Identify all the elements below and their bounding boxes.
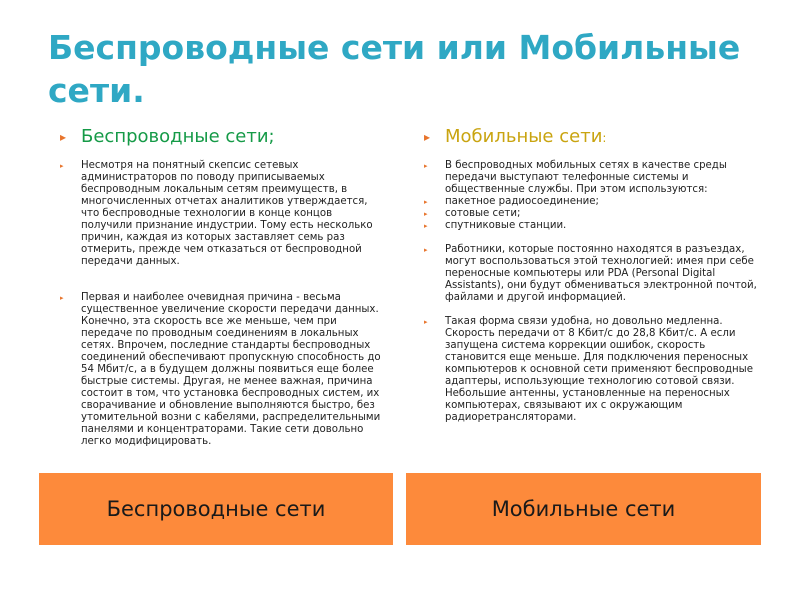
triangle-bullet-icon: ▸ (424, 130, 431, 144)
list-item (424, 208, 760, 220)
left-body (60, 160, 382, 448)
list-item (424, 160, 760, 196)
left-heading: Беспроводные сети; (81, 126, 275, 147)
right-heading-colon: : (602, 131, 607, 145)
small-triangle-bullet-icon: ▸ (424, 198, 428, 206)
left-paragraph-2: Первая и наиболее очевидная причина - весьма существенное увеличение скорости передачи данных. Конечно, эта скорость все же меньше, чем при передаче по проводным соединениям в локальных сетях. Впрочем, последние стандарты беспроводных соединений обеспечивают пропускную способность до 54 Мбит/с, а в будущем должны появиться еще более быстрые системы. Другая, не менее важная, причина состоит в том, что установка беспроводных систем, их сворачивание и обновление выполняются быстро, без утомительной возни с кабелями, распределительными панелями и концентраторами. Такие сети довольно легко модифицировать. (81, 292, 381, 447)
small-triangle-bullet-icon: ▸ (424, 222, 428, 230)
list-item (424, 316, 760, 424)
right-item-satellite: спутниковые станции. (445, 220, 567, 231)
wireless-networks-button[interactable]: Беспроводные сети (39, 473, 393, 545)
small-triangle-bullet-icon: ▸ (424, 162, 428, 170)
right-heading-row (424, 126, 760, 152)
triangle-bullet-icon: ▸ (60, 130, 67, 144)
list-item (424, 196, 760, 208)
small-triangle-bullet-icon: ▸ (424, 318, 428, 326)
right-item-cellular: сотовые сети; (445, 208, 521, 219)
small-triangle-bullet-icon: ▸ (424, 246, 428, 254)
small-triangle-bullet-icon: ▸ (424, 210, 428, 218)
left-paragraph-1: Несмотря на понятный скепсис сетевых администраторов по поводу приписываемых беспроводным локальным сетям преимуществ, в многочисленных отчетах аналитиков утверждается, что беспроводные технологии в конце концов получили признание индустрии. Тому есть несколько причин, каждая из которых заставляет семь раз отмерить, прежде чем отказаться от беспроводной передачи данных. (81, 160, 373, 267)
right-paragraph-1: В беспроводных мобильных сетях в качестве среды передачи выступают телефонные системы и общественные службы. При этом используются: (445, 160, 727, 195)
left-heading-row (60, 126, 382, 152)
right-paragraph-3: Такая форма связи удобна, но довольно медленна. Скорость передачи от 8 Кбит/с до 28,8 Кбит/с. А если запущена система коррекции ошибок, скорость становится еще меньше. Для подключения переносных компьютеров к основной сети применяют беспроводные адаптеры, использующие технологию сотовой связи. Небольшие антенны, установленные на переносных компьютерах, связывают их с окружающим радиоретрансляторами. (445, 316, 753, 423)
small-triangle-bullet-icon: ▸ (60, 294, 64, 302)
right-item-packet-radio: пакетное радиосоединение; (445, 196, 599, 207)
left-column (60, 126, 382, 448)
mobile-networks-button[interactable]: Мобильные сети (406, 473, 761, 545)
slide-title: Беспроводные сети или Мобильные сети. (48, 28, 741, 110)
small-triangle-bullet-icon: ▸ (60, 162, 64, 170)
right-column (424, 126, 760, 424)
right-paragraph-2: Работники, которые постоянно находятся в разъездах, могут воспользоваться этой технологией: имея при себе переносные компьютеры или PDA (Personal Digital Assistants), они будут обмениваться электронной почтой, файлами и другой информацией. (445, 244, 757, 303)
right-heading: Мобильные сети (445, 126, 603, 147)
list-item (424, 220, 760, 232)
list-item (60, 292, 382, 448)
right-body (424, 160, 760, 424)
list-item (60, 160, 382, 268)
list-item (424, 244, 760, 304)
